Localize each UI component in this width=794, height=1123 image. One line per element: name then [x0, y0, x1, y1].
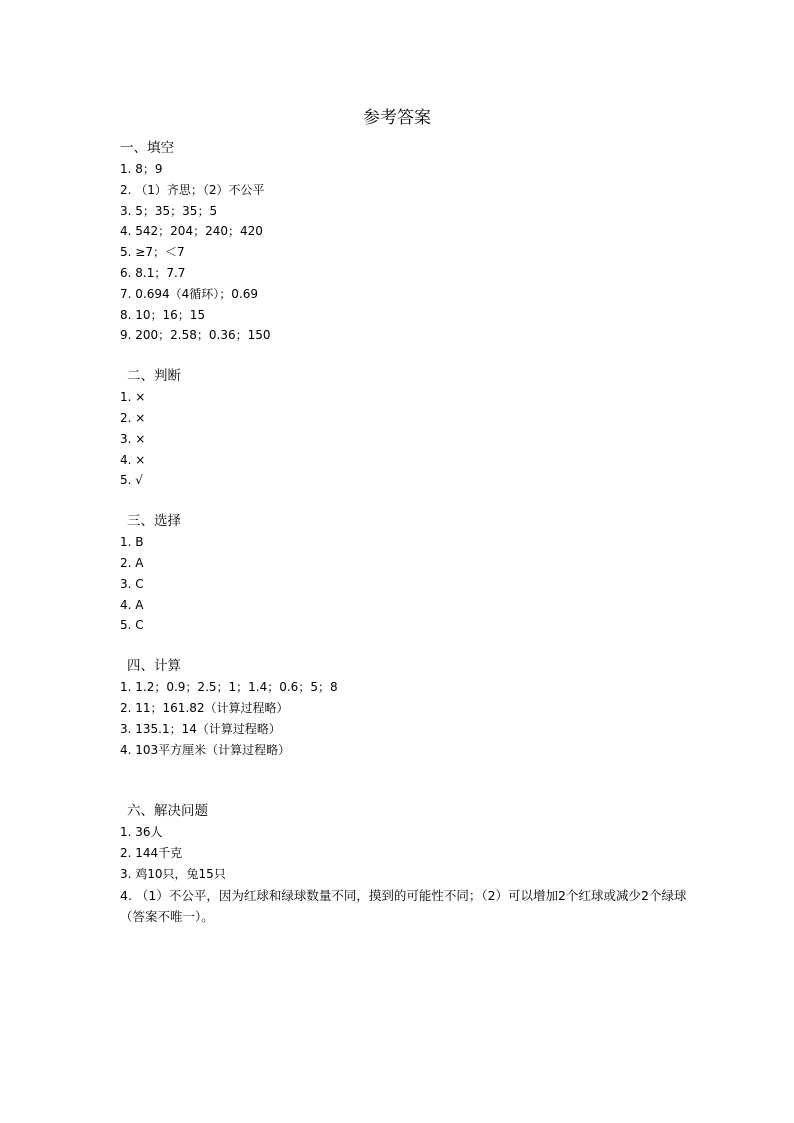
answer-item: 1. 8；9 [120, 162, 163, 176]
section-fill-blank [120, 138, 690, 346]
answer-item: 2. A [120, 555, 144, 570]
answer-item: 4. × [120, 452, 146, 467]
answer-item: 3. 5；35；35；5 [120, 203, 218, 218]
answer-item: 2. × [120, 410, 146, 425]
section-choice [120, 511, 690, 636]
answer-item: 3. × [120, 431, 146, 446]
section-calculation [120, 656, 690, 760]
section-heading: 一、填空 [120, 140, 174, 156]
section-heading: 四、计算 [127, 658, 181, 675]
answer-item: 4. 103平方厘米（计算过程略） [120, 742, 291, 757]
answer-item: 1. B [120, 535, 144, 550]
answer-item: 1. × [120, 390, 146, 405]
answer-item: 3. 135.1；14（计算过程略） [120, 721, 281, 736]
answer-item: 2. 144千克 [120, 846, 183, 861]
answer-content [120, 138, 690, 927]
answer-item: 5. √ [120, 473, 143, 488]
answer-item: 4. （1）不公平，因为红球和绿球数量不同，摸到的可能性不同；（2）可以增加2个红球或减少2个绿球（答案不唯一）。 [120, 887, 687, 924]
answer-item: 5. C [120, 618, 144, 633]
section-heading: 六、解决问题 [127, 803, 208, 820]
section-heading: 二、判断 [127, 368, 181, 385]
answer-item: 3. 鸡10只，兔15只 [120, 866, 226, 881]
answer-item: 2. 11；161.82（计算过程略） [120, 700, 289, 715]
answer-item: 2. （1）齐思；（2）不公平 [120, 182, 265, 197]
answer-item: 4. 542；204；240；420 [120, 224, 263, 239]
answer-item: 4. A [120, 597, 144, 612]
answer-item: 7. 0.694（4循环）；0.69 [120, 286, 258, 301]
answer-item: 1. 1.2；0.9；2.5；1；1.4；0.6；5；8 [120, 680, 338, 695]
section-problem-solving [120, 801, 690, 926]
page-title: 参考答案 [363, 108, 431, 128]
answer-item: 8. 10；16；15 [120, 307, 206, 322]
answer-item: 1. 36人 [120, 825, 163, 840]
answer-item: 5. ≥7；＜7 [120, 245, 185, 260]
answer-item: 6. 8.1；7.7 [120, 265, 186, 280]
answer-item: 9. 200；2.58；0.36；150 [120, 328, 271, 343]
section-heading: 三、选择 [127, 513, 181, 530]
section-judgement [120, 366, 690, 491]
answer-item: 3. C [120, 576, 144, 591]
